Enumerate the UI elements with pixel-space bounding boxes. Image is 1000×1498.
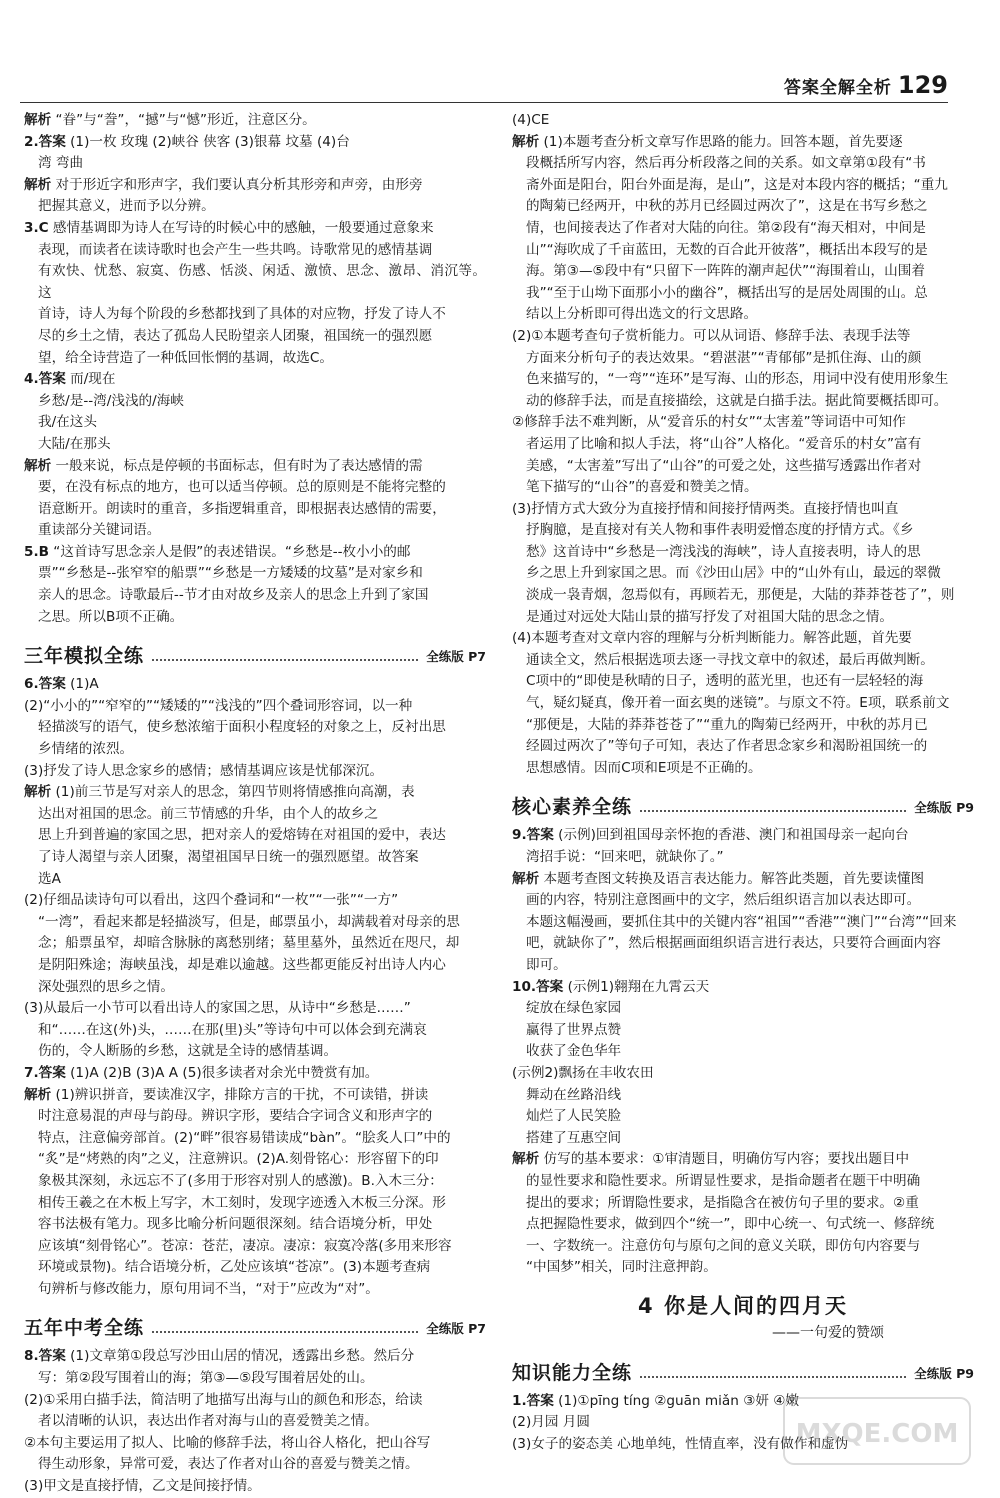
text-line: 解析 对于形近字和形声字，我们要认真分析其形旁和声旁，由形旁 xyxy=(24,176,423,193)
page-number: 129 xyxy=(897,71,948,99)
text-line: 搭建了互惠空间 xyxy=(526,1129,622,1146)
text-line: 句辨析与修改能力，原句用词不当，“对于”应改为“对”。 xyxy=(38,1280,379,1297)
text-line: 解析 仿写的基本要求：①审清题目，明确仿写内容；要找出题目中 xyxy=(512,1151,910,1168)
text-line: 即可。 xyxy=(526,956,567,973)
text-line: 3.C 感情基调即为诗人在写诗的时候心中的感触，一般要通过意象来 xyxy=(24,219,434,236)
text-line: 和“……在这(外)头，……在那(里)头”等诗句中可以体会到充满哀 xyxy=(38,1021,427,1038)
text-line: 特点，注意偏旁部首。(2)“畔”很容易错读成“bàn”。“脍炙人口”中的 xyxy=(38,1129,451,1146)
text-line: ②修辞手法不难判断，从“爱音乐的村女”“太害羞”等词语中可知作 xyxy=(512,414,906,431)
text-line: 是阴阳殊途；海峡虽浅，却是难以逾越。这些都更能反衬出诗人内心 xyxy=(38,956,446,973)
text-line: 把握其意义，进而予以分辨。 xyxy=(38,198,215,215)
text-line: (2)①本题考查句子赏析能力。可以从词语、修辞手法、表现手法等 xyxy=(512,327,911,344)
text-line: 经圆过两次了”等句子可知，表达了作者思念家乡和渴盼祖国统一的 xyxy=(526,738,928,755)
text-line: “中国梦”相关，同时注意押韵。 xyxy=(526,1259,717,1276)
watermark-text: MXQE.COM xyxy=(795,1419,959,1449)
section-divider xyxy=(152,659,418,661)
lesson-subtitle: ——一句爱的赞颂 xyxy=(772,1324,884,1341)
text-line: C项中的“即使是秋晴的日子，透明的蓝光里，也还有一层轻轻的海 xyxy=(526,673,924,690)
section-title: 五年中考全练 xyxy=(24,1317,145,1340)
text-line: 的陶菊已经两开，中秋的苏月已经圆过两次了”，这是在书写乡愁之 xyxy=(526,198,928,215)
text-line: 要，在没有标点的地方，也可以适当停顿。总的原则是不能将完整的 xyxy=(38,479,446,496)
text-line: 时注意易混的声母与韵母。辨识字形，要结合字词含义和形声字的 xyxy=(38,1108,433,1125)
right-block-1 xyxy=(512,110,974,779)
section-tag: 全练版 P9 xyxy=(914,1365,974,1381)
text-line: 5.B “这首诗写思念亲人是假”的表述错误。“乡愁是--枚小小的邮 xyxy=(24,543,411,560)
text-line: 之思。所以B项不正确。 xyxy=(38,608,184,625)
text-line: “炙”是“烤熟的肉”之义，注意辨识。(2)A.刻骨铭心：形容留下的印 xyxy=(38,1151,439,1168)
text-line: 大陆/在那头 xyxy=(38,435,111,452)
text-line: (3)女子的姿态美 心地单纯，性情直率，没有做作和虚伪 xyxy=(512,1436,849,1453)
text-line: 1.答案 (1)①pīng tíng ②guān miǎn ③妍 ④嫩 xyxy=(512,1392,800,1409)
text-line: 抒胸臆，是直接对有关人物和事件表明爱憎态度的抒情方式。《乡 xyxy=(526,522,914,539)
text-line: 美感，“太害羞”写出了“山谷”的可爱之处，这些描写透露出作者对 xyxy=(526,457,922,474)
section-divider xyxy=(152,1331,418,1333)
text-line: 本题这幅漫画，要抓住其中的关键内容“祖国”“香港”“澳门”“台湾”“回来 xyxy=(526,913,957,930)
text-line: 写：第②段写围着山的海；第③—⑤段写围着居处的山。 xyxy=(38,1370,374,1387)
text-line: 结以上分析即可得出选文的行文思路。 xyxy=(526,306,758,323)
text-line: (示例2)飘扬在丰收农田 xyxy=(512,1064,654,1081)
section-divider xyxy=(640,1376,906,1378)
text-line: 的显性要求和隐性要求。所谓显性要求，是指命题者在题干中明确 xyxy=(526,1172,921,1189)
text-line: 重读部分关键词语。 xyxy=(38,522,161,539)
text-line: (2)①采用白描手法，简洁明了地描写出海与山的颜色和形态，给读 xyxy=(24,1391,423,1408)
text-line: 应该填“刻骨铭心”。苍凉：苍茫，凄凉。凄凉：寂寞冷落(多用来形容 xyxy=(38,1237,452,1254)
section-header-three-year xyxy=(24,638,486,668)
right-block-2 xyxy=(512,825,974,1278)
text-line: 深处强烈的思乡之情。 xyxy=(38,978,174,995)
page-header xyxy=(784,68,948,102)
text-line: 色来描写的，“一弯”“连环”是写海、山的形态，用词中没有使用形象生 xyxy=(526,371,949,388)
right-column xyxy=(512,110,974,1456)
text-line: 轻描淡写的语气，使乡愁浓缩于面积小程度轻的对象之上，反衬出思 xyxy=(38,719,446,736)
text-line: 首诗，诗人为每个阶段的乡愁都找到了具体的对应物，抒发了诗人不 xyxy=(38,306,446,323)
text-line: 乡之思上升到家国之思。而《沙田山居》中的“山外有山，最远的翠微 xyxy=(526,565,941,582)
text-line: 亲人的思念。诗歌最后--节才由对故乡及亲人的思念上升到了家国 xyxy=(38,587,429,604)
text-line: 8.答案 (1)文章第①段总写沙田山居的情况，透露出乡愁。然后分 xyxy=(24,1348,415,1365)
text-line: 解析 一般来说，标点是停顿的书面标志，但有时为了表达感情的需 xyxy=(24,457,423,474)
text-line: 环境或景物)。结合语境分析，乙处应该填“苍凉”。(3)本题考查病 xyxy=(38,1259,431,1276)
text-line: (3)从最后一小节可以看出诗人的家国之思，从诗中“乡愁是……” xyxy=(24,1000,411,1017)
text-line: 情，也间接表达了作者对大陆的向往。第②段有“海天相对，中间是 xyxy=(526,219,926,236)
section-divider xyxy=(640,810,906,812)
text-line: 4.答案 而/现在 xyxy=(24,371,116,388)
text-line: 是通过对远处大陆山景的描写抒发了对祖国大陆的思念之情。 xyxy=(526,608,894,625)
header-title: 答案全解全析 xyxy=(783,77,892,98)
lesson-title: 4 你是人间的四月天 xyxy=(638,1293,848,1318)
text-line: 解析 “眷”与“誊”，“撼”与“憾”形近，注意区分。 xyxy=(24,112,316,128)
text-line: 淡成一袅青烟，忽焉似有，再顾若无，那便是，大陆的莽莽苍苍了”，则 xyxy=(526,587,955,604)
text-line: 画的内容，特别注意图画中的文字，然后组织语言加以表达即可。 xyxy=(526,892,921,909)
text-line: 思上升到普遍的家国之思，把对亲人的爱熔铸在对祖国的爱中，表达 xyxy=(38,827,446,844)
section-header-knowledge xyxy=(512,1355,974,1385)
left-column xyxy=(24,110,486,1498)
text-line: 吧，就缺你了”，然后根据画面组织语言进行表达，只要符合画面内容 xyxy=(526,935,941,952)
text-line: 象极其深刻，永远忘不了(多用于形容对别人的感激)。B.入木三分： xyxy=(38,1172,443,1189)
section-title: 核心素养全练 xyxy=(512,796,633,819)
text-line: 思想感情。因而C项和E项是不正确的。 xyxy=(526,759,762,776)
text-line: 海。第③—⑤段中有“只留下一阵阵的潮声起伏”“海围着山，山围着 xyxy=(526,263,925,280)
text-line: 解析 (1)辨识拼音，要读准汉字，排除方言的干扰，不可读错，拼读 xyxy=(24,1086,429,1103)
text-line: 我”“至于山坳下面那小小的幽谷”，概括出写的是居处周围的山。总 xyxy=(526,284,928,301)
section-tag: 全练版 P7 xyxy=(426,1321,486,1337)
text-line: 者运用了比喻和拟人手法，将“山谷”人格化。“爱音乐的村女”富有 xyxy=(526,435,922,452)
text-line: (3)抒情方式大致分为直接抒情和间接抒情两类。直接抒情也叫直 xyxy=(512,500,899,517)
text-line: 2.答案 (1)一枚 玫瑰 (2)峡谷 侠客 (3)银幕 坟墓 (4)台 xyxy=(24,133,350,150)
left-block-3 xyxy=(24,1346,486,1497)
text-line: 段概括所写内容，然后再分析段落之间的关系。如文章第①段有“书 xyxy=(526,155,926,172)
left-block-2 xyxy=(24,674,486,1300)
watermark-logo xyxy=(782,1396,972,1466)
text-line: 望，给全诗营造了一种低回怅惘的基调，故选C。 xyxy=(38,349,333,366)
text-line: 表现，而读者在读诗歌时也会产生一些共鸣。诗歌常见的感情基调 xyxy=(38,241,433,258)
text-line: 绽放在绿色家园 xyxy=(526,1000,622,1017)
text-line: 念；船票虽窄，却暗含脉脉的离愁别绪；墓里墓外，虽然近在咫尺，却 xyxy=(38,935,460,952)
text-line: 提出的要求；所谓隐性要求，是指隐含在被仿句子里的要求。②重 xyxy=(526,1194,919,1211)
text-line: 解析 (1)前三节是写对亲人的思念，第四节则将情感推向高潮，表 xyxy=(24,784,415,801)
text-line: (2)仔细品读诗句可以看出，这四个叠词和“一枚”“一张”“一方” xyxy=(24,892,399,909)
section-header-core xyxy=(512,789,974,819)
text-line: 尽的乡土之情，表达了孤岛人民盼望亲人团聚，祖国统一的强烈愿 xyxy=(38,327,433,344)
text-line: 者以清晰的认识，表达出作者对海与山的喜爱赞美之情。 xyxy=(38,1413,378,1430)
text-line: 愁》这首诗中“乡愁是一湾浅浅的海峡”，诗人直接表明，诗人的思 xyxy=(526,543,921,560)
text-line: 灿烂了人民笑脸 xyxy=(526,1108,622,1125)
section-tag: 全练版 P9 xyxy=(914,800,974,816)
text-line: 得生动形象，异常可爱，表达了作者对山谷的喜爱与赞美之情。 xyxy=(38,1456,419,1473)
text-line: “那便是，大陆的莽莽苍苍了”“重九的陶菊已经两开，中秋的苏月已 xyxy=(526,716,928,733)
text-line: (4)CE xyxy=(512,112,550,128)
text-line: 相传王羲之在木板上写字，木工刻时，发现字迹透入木板三分深。形 xyxy=(38,1194,446,1211)
text-line: (3)甲文是直接抒情，乙文是间接抒情。 xyxy=(24,1478,261,1495)
text-line: 点把握隐性要求，做到四个“统一”，即中心统一、句式统一、修辞统 xyxy=(526,1216,935,1233)
text-line: 了诗人渴望与亲人团聚，渴望祖国早日统一的强烈愿望。故答案 xyxy=(38,849,419,865)
section-title: 知识能力全练 xyxy=(512,1361,633,1384)
text-line: 乡愁/是--湾/浅浅的/海峡 xyxy=(38,392,184,409)
text-line: 动的修辞手法，而是直接描绘，这就是白描手法。据此简要概括即可。 xyxy=(526,392,948,409)
text-line: (2)月园 月圆 xyxy=(512,1414,590,1431)
text-line: 山”“海吹成了千亩蓝田，无数的百合此开彼落”，概括出本段写的是 xyxy=(526,241,928,258)
text-line: 伤的，令人断肠的乡愁，这就是全诗的感情基调。 xyxy=(38,1043,338,1060)
text-line: ②本句主要运用了拟人、比喻的修辞手法，将山谷人格化，把山谷写 xyxy=(24,1434,431,1451)
section-title: 三年模拟全练 xyxy=(24,645,145,668)
text-line: 有欢快、忧愁、寂寞、伤感、恬淡、闲适、激愤、思念、激昂、消沉等。这 xyxy=(38,263,486,301)
section-tag: 全练版 P7 xyxy=(426,649,486,665)
text-line: 10.答案 (示例1)翱翔在九霄云天 xyxy=(512,978,710,995)
text-line: 7.答案 (1)A (2)B (3)A A (5)很多读者对余光中赞赏有加。 xyxy=(24,1064,379,1081)
text-line: 达出对祖国的思念。前三节情感的升华，由个人的故乡之 xyxy=(38,805,378,822)
text-line: 容书法极有笔力。现多比喻分析问题很深刻。结合语境分析，甲处 xyxy=(38,1216,433,1233)
text-line: 票”“乡愁是--张窄窄的船票”“乡愁是一方矮矮的坟墓”是对家乡和 xyxy=(38,565,423,582)
text-line: “一湾”，看起来都是轻描淡写，但是，邮票虽小，却满载着对母亲的思 xyxy=(38,913,460,930)
text-line: 气，疑幻疑真，像开着一面玄奥的迷镜”。与原文不符。E项，联系前文 xyxy=(526,695,950,712)
text-line: 语意断开。朗读时的重音，多指逻辑重音，即根据表达感情的需要， xyxy=(38,500,446,517)
text-line: 赢得了世界点赞 xyxy=(526,1021,622,1038)
text-line: 斋外面是阳台，阳台外面是海，是山”，这是对本段内容的概括；“重九 xyxy=(526,176,948,193)
text-line: 6.答案 (1)A xyxy=(24,676,99,693)
text-line: 笔下描写的“山谷”的喜爱和赞美之情。 xyxy=(526,479,758,496)
text-line: 解析 (1)本题考查分析文章写作思路的能力。回答本题，首先要逐 xyxy=(512,133,903,150)
text-line: 方面来分析句子的表达效果。“碧湛湛”“青郁郁”是抓住海、山的颜 xyxy=(526,349,922,366)
text-line: 一、字数统一。注意仿句与原句之间的意义关联，即仿句内容要与 xyxy=(526,1237,921,1254)
text-line: (3)抒发了诗人思念家乡的感情；感情基调应该是忧郁深沉。 xyxy=(24,762,384,779)
text-line: 通读全文，然后根据选项去逐一寻找文章中的叙述，最后再做判断。 xyxy=(526,651,934,668)
text-line: 选A xyxy=(38,870,61,887)
text-line: (4)本题考查对文章内容的理解与分析判断能力。解答此题，首先要 xyxy=(512,630,912,647)
text-line: 湾 弯曲 xyxy=(38,155,84,172)
text-line: 9.答案 (示例)回到祖国母亲怀抱的香港、澳门和祖国母亲一起向台 xyxy=(512,827,909,844)
text-line: (2)“小小的”“窄窄的”“矮矮的”“浅浅的”四个叠词形容词，以一种 xyxy=(24,697,413,714)
text-line: 我/在这头 xyxy=(38,414,97,431)
left-block-1 xyxy=(24,110,486,628)
text-line: 收获了金色华年 xyxy=(526,1043,622,1060)
text-line: 舞动在丝路沿线 xyxy=(526,1086,622,1103)
text-line: 乡情绪的浓烈。 xyxy=(38,741,134,758)
header-rule xyxy=(20,102,948,103)
text-line: 湾招手说：“回来吧，就缺你了。” xyxy=(526,849,724,865)
text-line: 解析 本题考查图文转换及语言表达能力。解答此类题，首先要读懂图 xyxy=(512,870,925,887)
section-header-five-year xyxy=(24,1310,486,1340)
